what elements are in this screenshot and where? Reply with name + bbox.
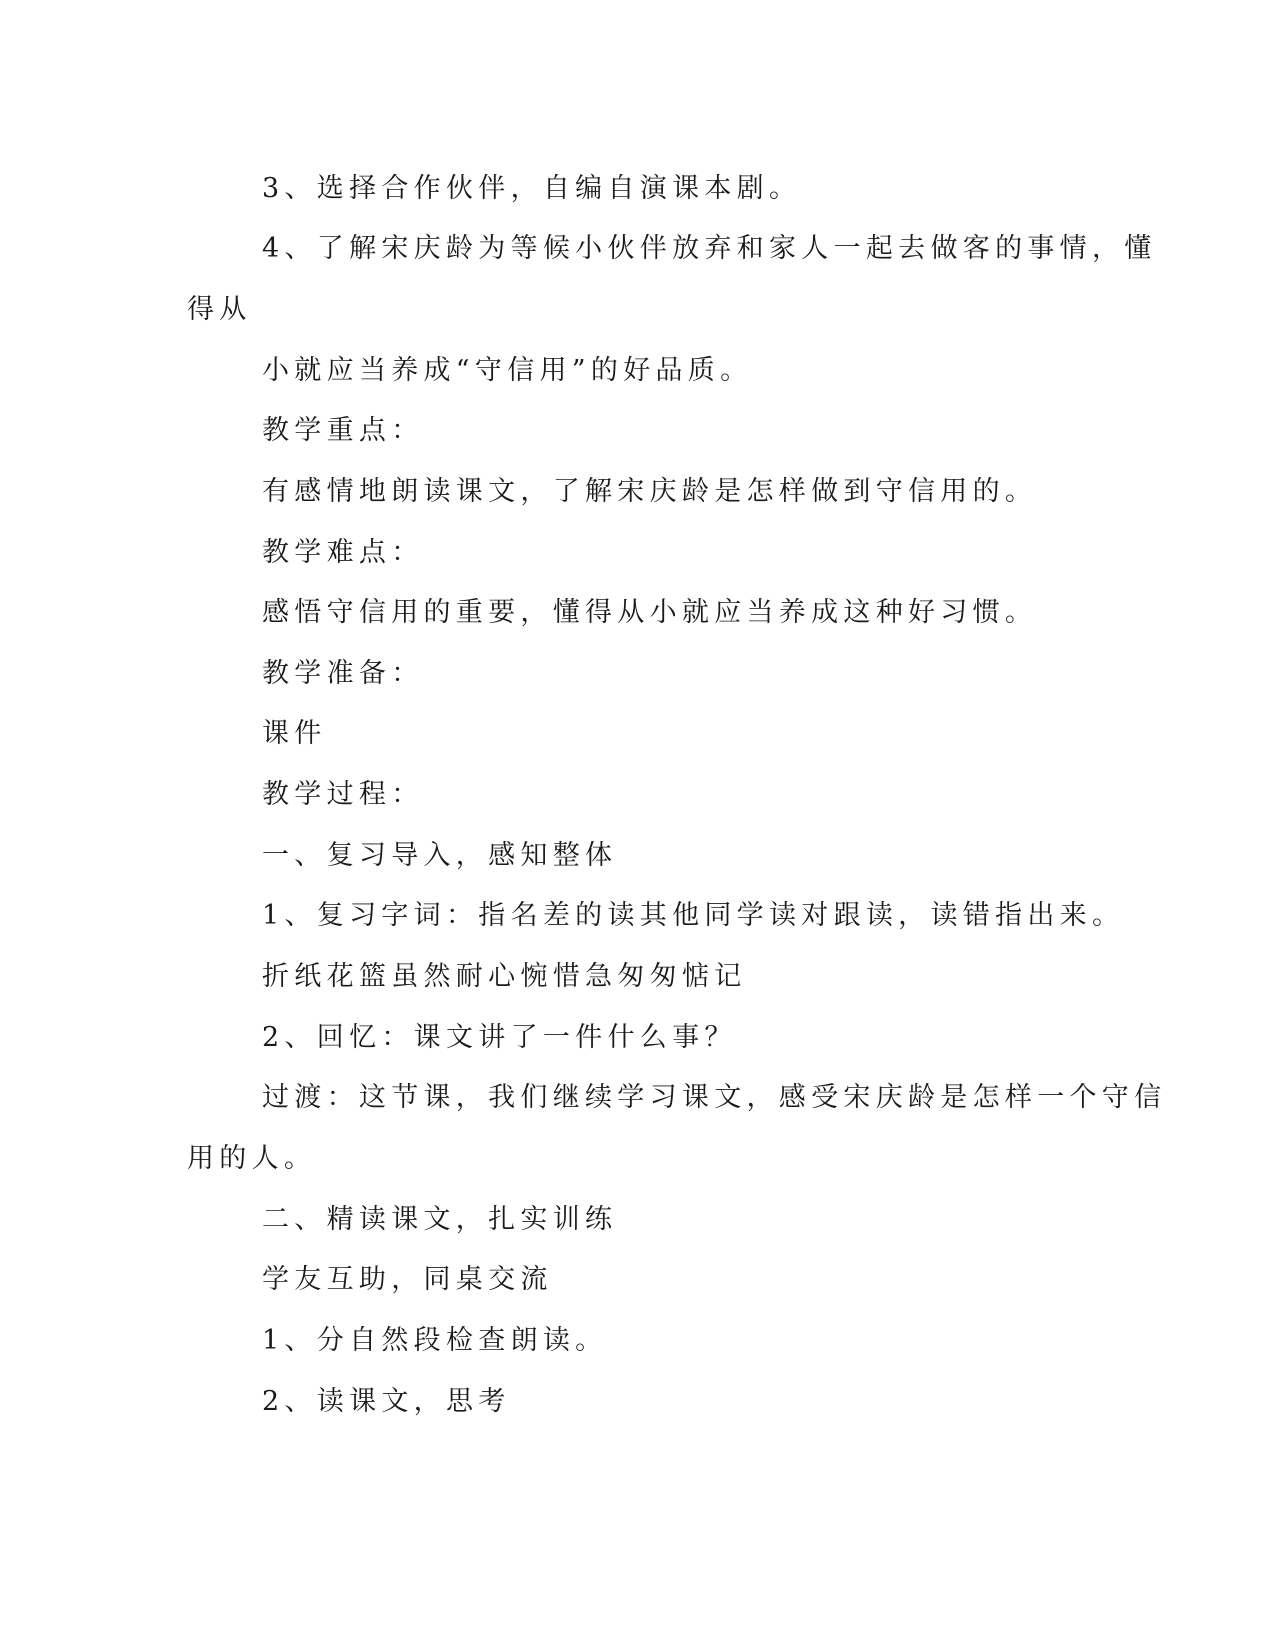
text-line: 感悟守信用的重要，懂得从小就应当养成这种好习惯。 bbox=[262, 597, 1038, 628]
text-line: 得从 bbox=[187, 294, 252, 325]
section-heading: 一、复习导入，感知整体 bbox=[262, 840, 618, 871]
text-line: 课件 bbox=[262, 718, 327, 749]
text-line: 过渡：这节课，我们继续学习课文，感受宋庆龄是怎样一个守信 bbox=[262, 1082, 1167, 1113]
heading-preparation: 教学准备： bbox=[262, 658, 424, 689]
text-line: 3、选择合作伙伴，自编自演课本剧。 bbox=[262, 173, 802, 204]
text-line: 有感情地朗读课文，了解宋庆龄是怎样做到守信用的。 bbox=[262, 476, 1038, 507]
heading-process: 教学过程： bbox=[262, 779, 424, 810]
heading-key-points: 教学重点： bbox=[262, 415, 424, 446]
text-line: 1、分自然段检查朗读。 bbox=[262, 1325, 608, 1356]
text-line: 小就应当养成“守信用”的好品质。 bbox=[262, 355, 753, 386]
text-line: 2、读课文，思考 bbox=[262, 1386, 511, 1417]
text-line: 用的人。 bbox=[187, 1143, 317, 1174]
heading-difficulties: 教学难点： bbox=[262, 537, 424, 568]
text-line: 2、回忆：课文讲了一件什么事？ bbox=[262, 1022, 737, 1053]
text-line: 折纸花篮虽然耐心惋惜急匆匆惦记 bbox=[262, 961, 747, 992]
section-heading: 二、精读课文，扎实训练 bbox=[262, 1204, 618, 1235]
text-line: 1、复习字词：指名差的读其他同学读对跟读，读错指出来。 bbox=[262, 900, 1125, 931]
text-line: 4、了解宋庆龄为等候小伙伴放弃和家人一起去做客的事情，懂 bbox=[262, 233, 1157, 264]
text-line: 学友互助，同桌交流 bbox=[262, 1264, 553, 1295]
